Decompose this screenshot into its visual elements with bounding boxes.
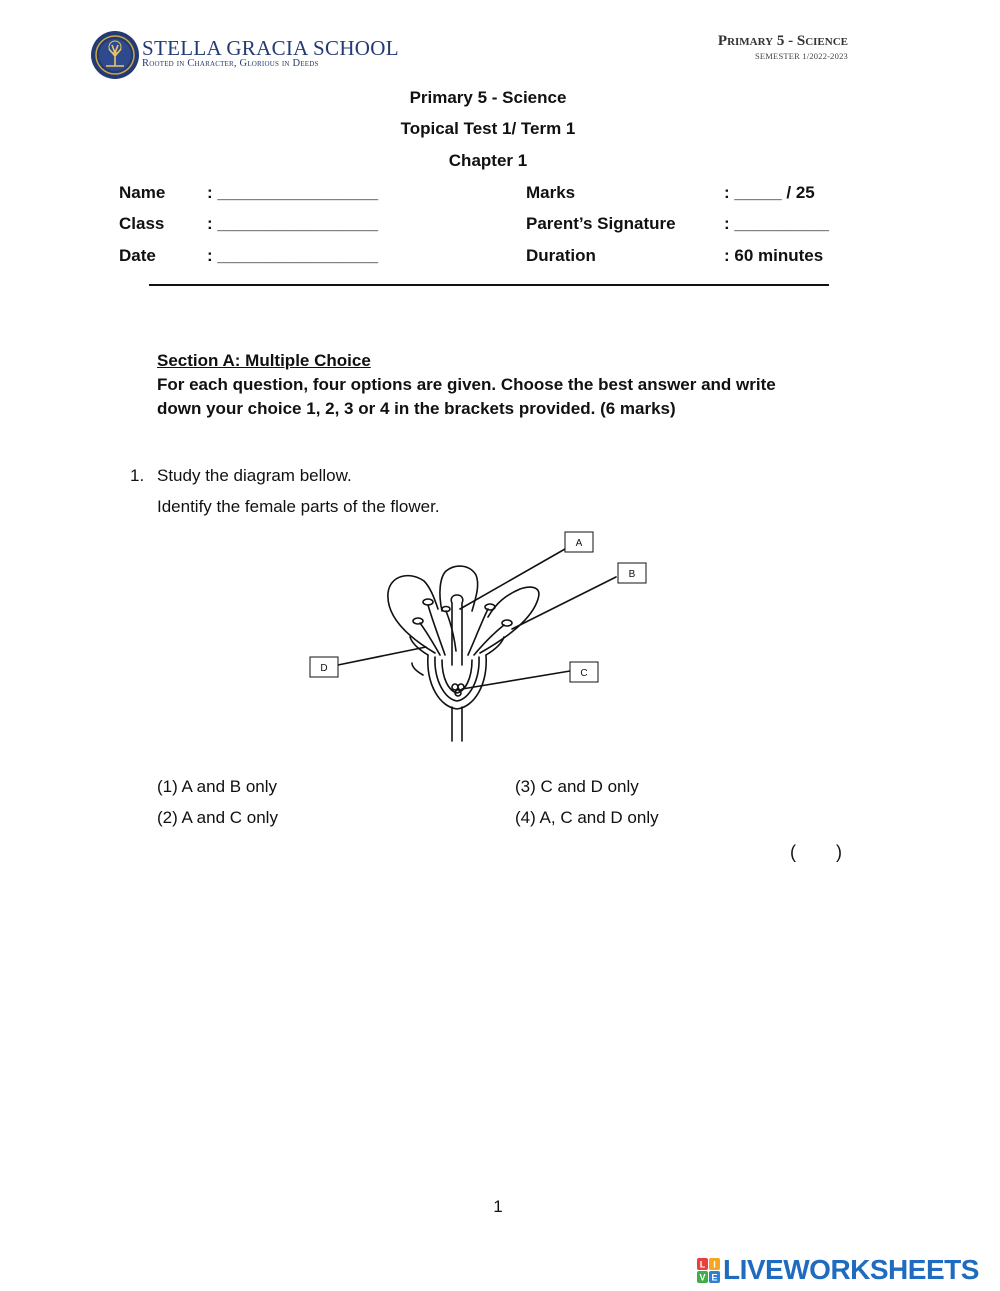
option-2[interactable]: (2) A and C only [157,808,278,827]
marks-label: Marks [526,183,576,202]
school-name: STELLA GRACIA SCHOOL [142,36,399,60]
diagram-label-c: C [580,668,588,679]
question-text-line2: Identify the female parts of the flower. [157,497,440,516]
school-motto: Rooted in Character, Glorious in Deeds [142,58,319,69]
flower-diagram [300,525,660,750]
logo-letter-i: I [713,1259,716,1270]
duration-label: Duration [526,246,596,265]
chapter-title: Chapter 1 [448,151,528,170]
diagram-label-a: A [575,538,583,549]
test-subtitle: Topical Test 1/ Term 1 [400,119,576,138]
section-instruction-line2: down your choice 1, 2, 3 or 4 in the brackets provided. (6 marks) [157,399,676,418]
liveworksheets-brand[interactable]: LIVEWORKSHEETS [723,1254,979,1285]
header-subject: Primary 5 - Science [717,33,848,49]
name-field[interactable]: : _________________ [207,183,379,202]
diagram-label-d: D [320,663,328,674]
header-divider [149,284,829,286]
marks-field: : _____ / 25 [724,183,815,202]
liveworksheets-logo-icon [697,1258,721,1284]
date-field[interactable]: : _________________ [207,246,379,265]
answer-bracket[interactable]: ( ) [790,842,842,862]
signature-field[interactable]: : __________ [724,214,829,233]
option-1[interactable]: (1) A and B only [157,777,278,796]
question-text-line1: Study the diagram bellow. [157,466,352,485]
logo-letter-l: L [699,1259,706,1270]
class-field[interactable]: : _________________ [207,214,379,233]
duration-value: : 60 minutes [724,246,824,265]
school-logo-icon [90,30,140,80]
signature-label: Parent’s Signature [526,214,676,233]
date-label: Date [119,246,156,265]
test-title: Primary 5 - Science [409,88,567,107]
page-number: 1 [493,1197,503,1216]
option-4[interactable]: (4) A, C and D only [515,808,659,827]
option-3[interactable]: (3) C and D only [515,777,639,796]
question-number: 1. [130,466,145,485]
logo-letter-e: E [711,1272,718,1283]
name-label: Name [119,183,166,202]
logo-letter-v: V [699,1272,706,1283]
diagram-label-b: B [628,569,636,580]
header-semester: SEMESTER 1/2022-2023 [754,51,848,61]
class-label: Class [119,214,165,233]
section-title: Section A: Multiple Choice [157,351,371,370]
section-instruction-line1: For each question, four options are given. Choose the best answer and write [157,375,776,394]
